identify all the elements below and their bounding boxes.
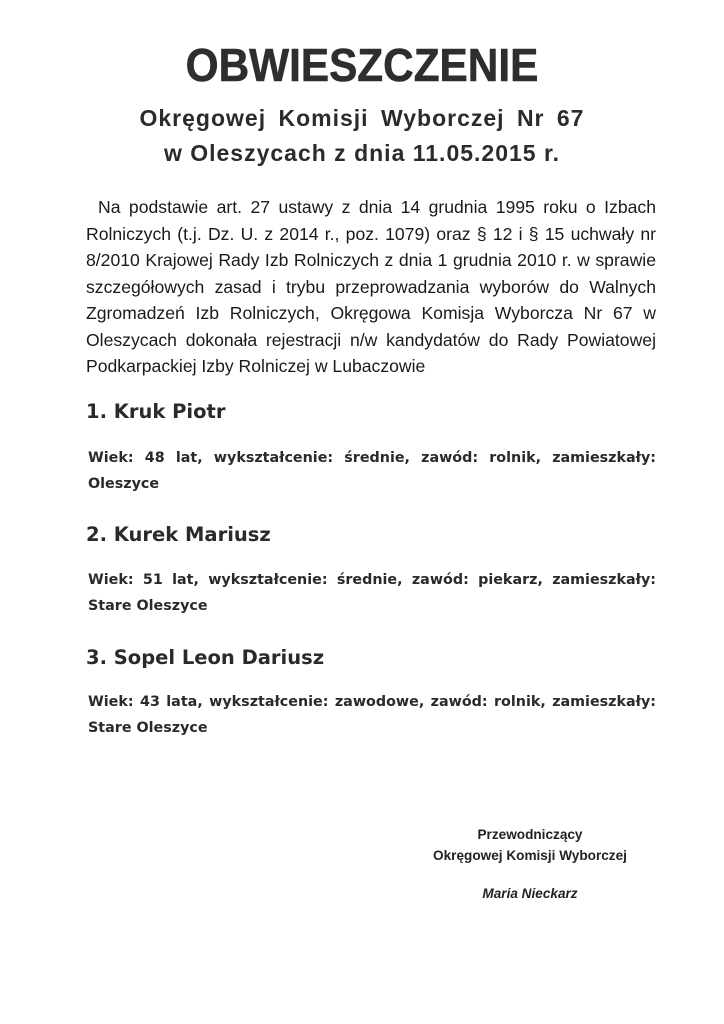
candidate-3-details: Wiek: 43 lata, wykształcenie: zawodowe, zawód: rolnik, zamieszkały: Stare Oleszyce xyxy=(88,694,656,736)
candidate-2-name: 2. Kurek Mariusz xyxy=(86,523,271,546)
signature-role: Przewodniczący xyxy=(477,827,583,842)
candidate-1-details: Wiek: 48 lat, wykształcenie: średnie, zawód: rolnik, zamieszkały: Oleszyce xyxy=(88,450,656,492)
candidate-1-name: 1. Kruk Piotr xyxy=(86,400,226,423)
candidate-2-details: Wiek: 51 lat, wykształcenie: średnie, zawód: piekarz, zamieszkały: Stare Oleszyce xyxy=(88,572,656,614)
signature-organization: Okręgowej Komisji Wyborczej xyxy=(433,848,627,863)
document-title: OBWIESZCZENIE xyxy=(185,39,539,91)
legal-basis-paragraph: Na podstawie art. 27 ustawy z dnia 14 grudnia 1995 roku o Izbach Rolniczych (t.j. Dz. U. z 2014 r., poz. 1079) oraz § 12 i § 15 uchwały nr 8/2010 Krajowej Rady Izb Rolniczych z dnia 1 grudnia 2010 r. w sprawie szczegółowych zasad i trybu przeprowadzania wyborów do Walnych Zgromadzeń Izb Rolniczych, Okręgowa Komisja Wyborcza Nr 67 w Oleszycach dokonała rejestracji n/w kandydatów do Rady Powiatowej Podkarpackiej Izby Rolniczej w Lubaczowie xyxy=(86,197,656,376)
document-subtitle-place-date: w Oleszycach z dnia 11.05.2015 r. xyxy=(163,140,561,166)
document-subtitle-commission: Okręgowej Komisji Wyborczej Nr 67 xyxy=(139,105,585,131)
signature-name: Maria Nieckarz xyxy=(482,886,578,901)
candidate-3-name: 3. Sopel Leon Dariusz xyxy=(86,646,325,669)
